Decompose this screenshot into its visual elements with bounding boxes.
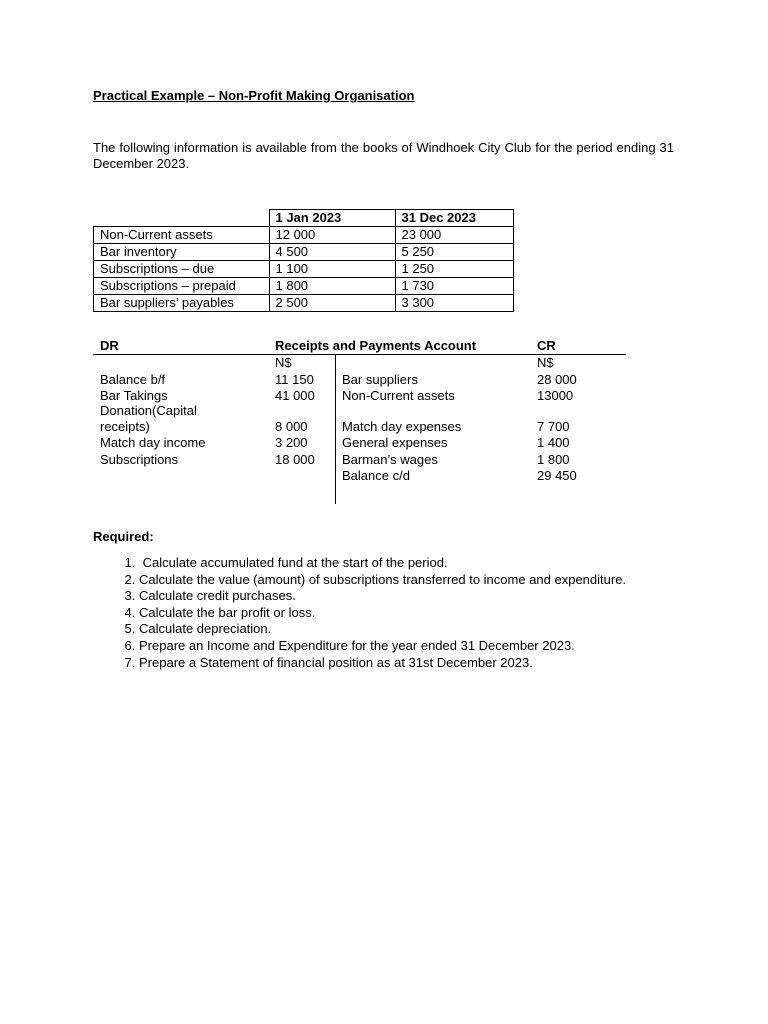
receipt-label: Balance b/f [100, 372, 166, 387]
jan-value: 12 000 [269, 227, 395, 244]
receipt-label: Bar Takings [100, 388, 168, 403]
dec-value: 1 730 [395, 278, 513, 295]
dec-value: 23 000 [395, 227, 513, 244]
jan-value: 1 800 [269, 278, 395, 295]
receipt-amount: 8 000 [275, 419, 308, 434]
cr-label: CR [537, 338, 556, 353]
payment-label: General expenses [342, 435, 448, 450]
receipt-label: Donation(Capital [100, 403, 197, 418]
payment-amount: 28 000 [537, 372, 577, 387]
opening-closing-balances-table [93, 209, 514, 312]
receipt-label: Subscriptions [100, 452, 179, 467]
account-title: Receipts and Payments Account [275, 338, 477, 353]
jan-value: 1 100 [269, 261, 395, 278]
payment-label: Non-Current assets [342, 388, 455, 403]
list-item: 3. Calculate credit purchases. [139, 588, 739, 605]
payment-amount: 1 800 [537, 452, 570, 467]
list-item: 4. Calculate the bar profit or loss. [139, 605, 739, 622]
required-task-list [93, 555, 739, 671]
row-label: Non-Current assets [94, 227, 270, 244]
balances-header-row [94, 210, 514, 227]
payment-amount: 7 700 [537, 419, 570, 434]
row-label: Subscriptions – due [94, 261, 270, 278]
list-item: 7. Prepare a Statement of financial position as at 31st December 2023. [139, 655, 739, 672]
list-item: 6. Prepare an Income and Expenditure for the year ended 31 December 2023. [139, 638, 739, 655]
table-row [94, 261, 514, 278]
required-heading: Required: [93, 529, 154, 544]
jan-value: 4 500 [269, 244, 395, 261]
table-row [94, 278, 514, 295]
receipt-amount: 3 200 [275, 435, 308, 450]
row-label: Bar suppliers’ payables [94, 295, 270, 312]
jan-value: 2 500 [269, 295, 395, 312]
balances-corner-cell [94, 210, 270, 227]
payment-label: Balance c/d [342, 468, 410, 483]
payment-amount: 1 400 [537, 435, 570, 450]
payment-label: Bar suppliers [342, 372, 418, 387]
dec-value: 3 300 [395, 295, 513, 312]
table-row [94, 295, 514, 312]
dr-label: DR [100, 338, 119, 353]
currency-dr: N$ [275, 355, 292, 370]
receipt-amount: 41 000 [275, 388, 315, 403]
list-item: 1. Calculate accumulated fund at the start of the period. [139, 555, 739, 572]
receipt-amount: 11 150 [275, 372, 314, 387]
payment-amount: 13000 [537, 388, 574, 403]
list-item: 5. Calculate depreciation. [139, 621, 739, 638]
column-header-dec: 31 Dec 2023 [395, 210, 513, 227]
receipt-label: Match day income [100, 435, 206, 450]
dec-value: 1 250 [395, 261, 513, 278]
column-header-jan: 1 Jan 2023 [269, 210, 395, 227]
row-label: Subscriptions – prepaid [94, 278, 270, 295]
table-row [94, 244, 514, 261]
list-item: 2. Calculate the value (amount) of subscriptions transferred to income and expenditure. [139, 572, 739, 589]
intro-paragraph: The following information is available from the books of Windhoek City Club for the period ending 31 December 2023. [93, 140, 674, 171]
payment-label: Match day expenses [342, 419, 462, 434]
receipt-amount: 18 000 [275, 452, 315, 467]
currency-cr: N$ [537, 355, 554, 370]
account-center-rule [335, 355, 336, 504]
table-row [94, 227, 514, 244]
payment-label: Barman’s wages [342, 452, 438, 467]
dec-value: 5 250 [395, 244, 513, 261]
payment-amount: 29 450 [537, 468, 577, 483]
receipt-label: receipts) [100, 419, 150, 434]
page-title: Practical Example – Non-Profit Making Organisation [93, 88, 415, 103]
receipts-payments-account [93, 338, 626, 504]
row-label: Bar inventory [94, 244, 270, 261]
